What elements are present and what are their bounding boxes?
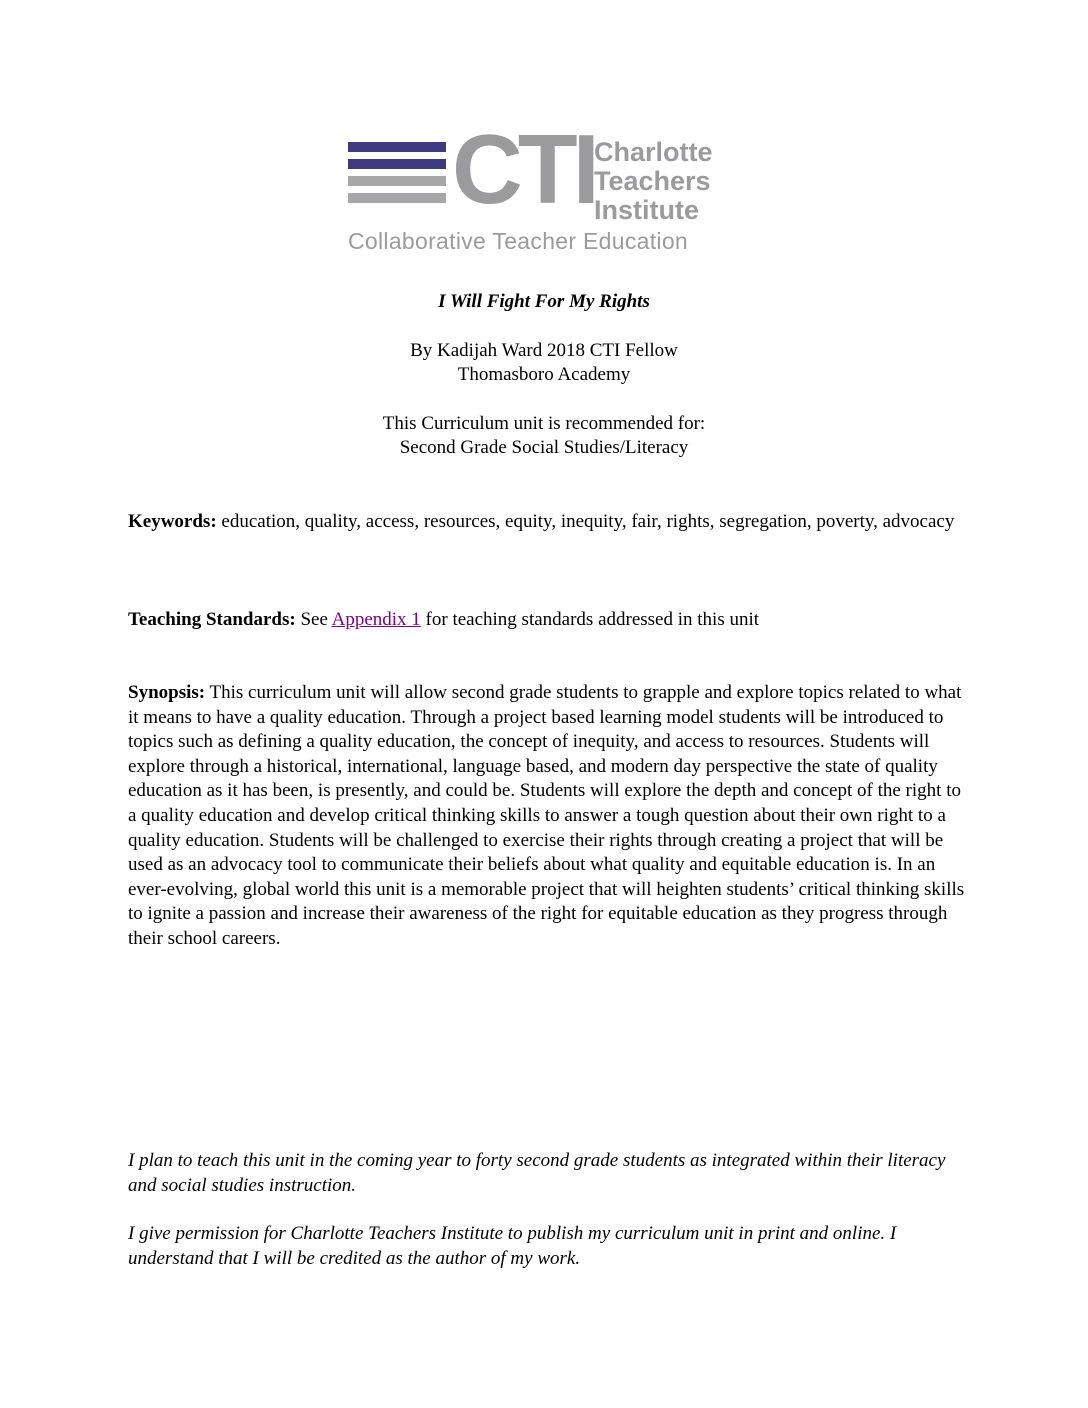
logo-bar	[348, 159, 446, 169]
byline	[0, 339, 1088, 387]
logo-bars	[348, 142, 446, 210]
teaching-standards-post: for teaching standards addressed in this unit	[420, 609, 760, 630]
recommendation	[0, 412, 1088, 460]
grade-subject-line: Second Grade Social Studies/Literacy	[399, 437, 689, 458]
recommendation-line: This Curriculum unit is recommended for:	[382, 413, 706, 434]
logo-org-line: Teachers	[594, 166, 711, 196]
appendix-link[interactable]: Appendix 1	[331, 609, 421, 630]
logo-org-line: Institute	[594, 195, 699, 225]
school-line: Thomasboro Academy	[457, 364, 631, 385]
keywords-section	[128, 510, 968, 535]
logo-mark: CTI	[452, 114, 595, 224]
synopsis-label: Synopsis:	[128, 682, 206, 703]
logo-bar	[348, 142, 446, 152]
synopsis-text: This curriculum unit will allow second grade students to grapple and explore topics related to what it means to have a quality education. Through a project based learning model students will be introduced to topics such as defining a quality education, the concept of inequity, and access to resources. Students will explore through a historical, international, language based, and modern day perspective the state of quality education as it has been, is presently, and could be. Students will explore the depth and concept of the right to a quality education and develop critical thinking skills to answer a tough question about their own right to a quality education. Students will be challenged to exercise their rights through creating a project that will be used as an advocacy tool to communicate their beliefs about what quality and equitable education is. In an ever-evolving, global world this unit is a memorable project that will heighten students’ critical thinking skills to ignite a passion and increase their awareness of the right for equitable education as they progress through their school careers.	[128, 682, 965, 949]
keywords-text: education, quality, access, resources, equity, inequity, fair, rights, segregation, poverty, advocacy	[216, 511, 955, 532]
logo-bar	[348, 176, 446, 186]
permission-statement: I give permission for Charlotte Teachers Institute to publish my curriculum unit in print and online. I understand that I will be credited as the author of my work.	[128, 1223, 897, 1269]
logo-org-name	[594, 138, 713, 225]
synopsis-section	[128, 681, 968, 952]
logo-bar	[348, 193, 446, 203]
document-title: I Will Fight For My Rights	[438, 291, 650, 312]
logo-org-line: Charlotte	[594, 137, 713, 167]
logo-tagline: Collaborative Teacher Education	[348, 228, 689, 254]
cti-logo	[344, 114, 744, 260]
author-line: By Kadijah Ward 2018 CTI Fellow	[410, 340, 678, 361]
teaching-standards-pre: See	[295, 609, 332, 630]
teaching-standards-section	[128, 608, 968, 633]
plan-statement: I plan to teach this unit in the coming year to forty second grade students as integrated within their literacy and social studies instruction.	[128, 1150, 946, 1196]
teaching-standards-label: Teaching Standards:	[128, 609, 296, 630]
keywords-label: Keywords:	[128, 511, 217, 532]
